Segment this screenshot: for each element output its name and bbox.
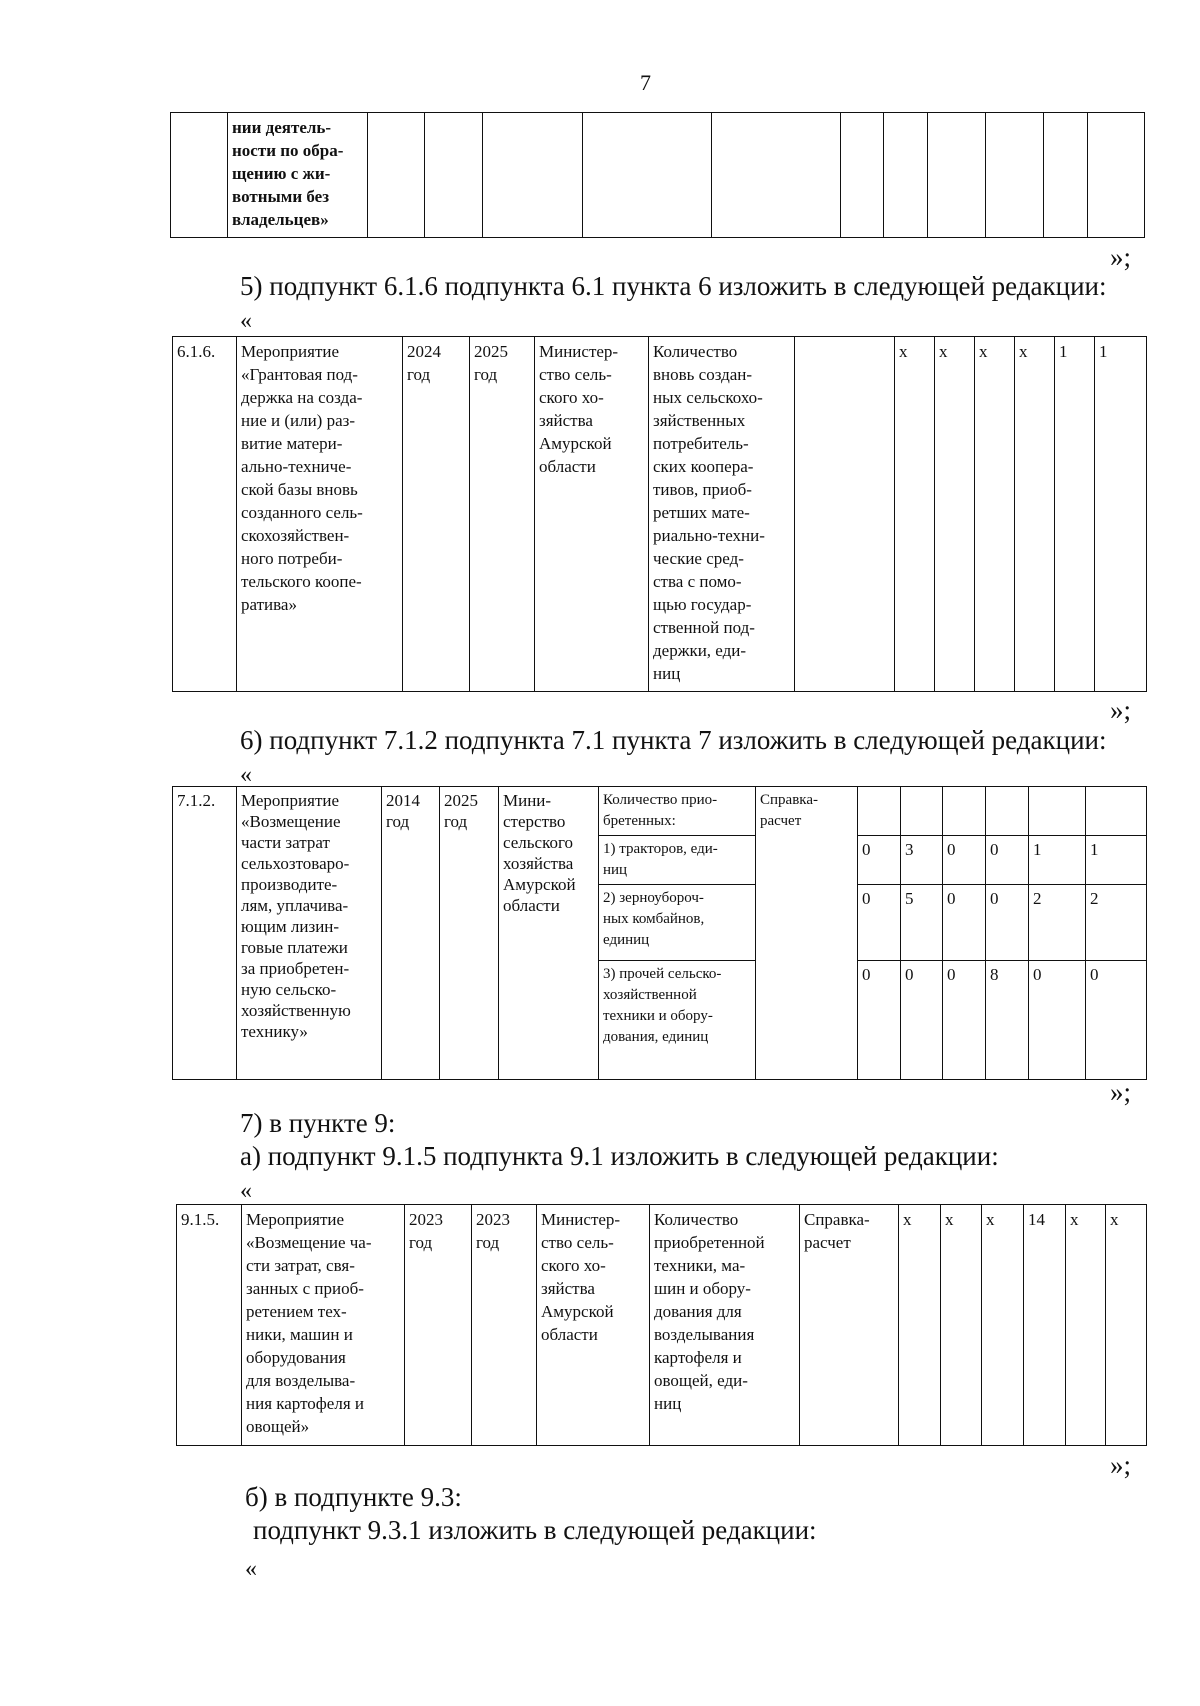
cell-end-year: 2025 год [440, 787, 499, 1080]
cell-value: 1 [1086, 836, 1147, 885]
cell-source: Справка- расчет [800, 1205, 899, 1446]
paragraph-7: 7) в пункте 9: [240, 1108, 396, 1138]
cell-value: 3 [901, 836, 943, 885]
cell-value: 0 [986, 836, 1029, 885]
cell-value: 0 [858, 885, 901, 961]
cell-code [171, 113, 228, 238]
cell-value: 0 [901, 961, 943, 1080]
cell-value: 0 [858, 961, 901, 1080]
cell-value: 5 [901, 885, 943, 961]
cell-start-year: 2023 год [405, 1205, 472, 1446]
table-continuation [170, 112, 1145, 238]
cell-value: 0 [1029, 961, 1086, 1080]
cell-value: 1 [1029, 836, 1086, 885]
paragraph-5: 5) подпункт 6.1.6 подпункта 6.1 пункта 6 изложить в следующей редакции: [240, 271, 1107, 301]
cell-value: х [935, 337, 975, 692]
paragraph-7a: а) подпункт 9.1.5 подпункта 9.1 изложить в следующей редакции: [240, 1141, 999, 1171]
cell-value: х [899, 1205, 941, 1446]
opening-quote: « [240, 1178, 252, 1204]
cell-value: х [975, 337, 1015, 692]
cell-value: 0 [943, 961, 986, 1080]
paragraph-6: 6) подпункт 7.1.2 подпункта 7.1 пункта 7 изложить в следующей редакции: [240, 725, 1107, 755]
cell-value: 1 [1095, 337, 1147, 692]
closing-quote: »; [1110, 695, 1132, 725]
table-9-1-5 [176, 1204, 1147, 1446]
opening-quote: « [245, 1556, 257, 1582]
cell-indicator-head: Количество прио- бретенных: [599, 787, 756, 836]
cell-indicator-row: 2) зерноубороч- ных комбайнов, единиц [599, 885, 756, 961]
closing-quote: »; [1110, 242, 1132, 272]
cell-value: х [941, 1205, 982, 1446]
cell-value: 1 [1055, 337, 1095, 692]
cell-value: 14 [1024, 1205, 1066, 1446]
cell-name: Мероприятие «Грантовая под- держка на созда- ние и (или) раз- витие матери- ально-техниче- ской базы вновь созданного сель- скохозяйствен- ного потреби- тельского коопе- ратива» [237, 337, 403, 692]
cell-value: 2 [1029, 885, 1086, 961]
cell-value: х [1015, 337, 1055, 692]
cell-value: х [1106, 1205, 1147, 1446]
cell-executor: Министер- ство сель- ского хо- зяйства Амурской области [537, 1205, 650, 1446]
cell-indicator-row: 3) прочей сельско- хозяйственной техники и обору- дования, единиц [599, 961, 756, 1080]
cell-code: 7.1.2. [173, 787, 237, 1080]
table-6-1-6 [172, 336, 1147, 692]
cell-value: х [895, 337, 935, 692]
cell-value: 2 [1086, 885, 1147, 961]
cell-value: 0 [943, 836, 986, 885]
opening-quote: « [240, 308, 252, 334]
opening-quote: « [240, 762, 252, 788]
cell-name: Мероприятие «Возмещение части затрат сельхозтоваро- производите- лям, уплачива- ющим лизин- говые платежи за приобретен- ную сельско- хозяйственную технику» [237, 787, 382, 1080]
cell-executor: Мини- стерство сельского хозяйства Амурской области [499, 787, 599, 1080]
cell-indicator: Количество вновь создан- ных сельскохо- зяйственных потребитель- ских коопера- тивов, приоб- ретших мате- риально-техни- ческие сред- ства с помо- щью государ- ственной под- держки, еди- ниц [649, 337, 795, 692]
page-number: 7 [640, 70, 651, 95]
cell-source: Справка- расчет [756, 787, 858, 1080]
cell-value: 8 [986, 961, 1029, 1080]
closing-quote: »; [1110, 1450, 1132, 1480]
cell-value: х [1066, 1205, 1106, 1446]
paragraph-7b-sub: подпункт 9.3.1 изложить в следующей редакции: [253, 1515, 817, 1545]
cell-value: 0 [943, 885, 986, 961]
table-7-1-2 [172, 786, 1147, 1080]
cell-value: х [982, 1205, 1024, 1446]
closing-quote: »; [1110, 1077, 1132, 1107]
cell-indicator: Количество приобретенной техники, ма- шин и обору- дования для возделывания картофеля и овощей, еди- ниц [650, 1205, 800, 1446]
cell-value: 0 [1086, 961, 1147, 1080]
paragraph-7b: б) в подпункте 9.3: [245, 1482, 462, 1512]
cell-start-year: 2024 год [403, 337, 470, 692]
cell-value: 0 [986, 885, 1029, 961]
cell-value: 0 [858, 836, 901, 885]
cell-indicator-row: 1) тракторов, еди- ниц [599, 836, 756, 885]
cell-name: Мероприятие «Возмещение ча- сти затрат, свя- занных с приоб- ретением тех- ники, машин и оборудования для возделыва- ния картофеля и овощей» [242, 1205, 405, 1446]
cell-start-year: 2014 год [382, 787, 440, 1080]
cell-executor: Министер- ство сель- ского хо- зяйства Амурской области [535, 337, 649, 692]
cell-code: 6.1.6. [173, 337, 237, 692]
cell-code: 9.1.5. [177, 1205, 242, 1446]
cell-end-year: 2025 год [470, 337, 535, 692]
cell-end-year: 2023 год [472, 1205, 537, 1446]
cell-source [795, 337, 895, 692]
cell-name: нии деятель- ности по обра- щению с жи- вотными без владельцев» [228, 113, 368, 238]
